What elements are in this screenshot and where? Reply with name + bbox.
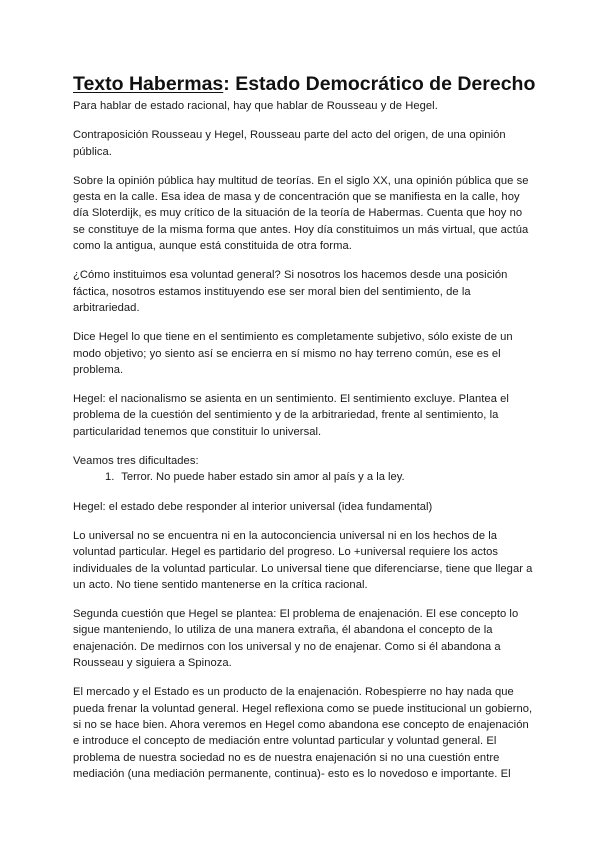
paragraph: Para hablar de estado racional, hay que hablar de Rousseau y de Hegel. xyxy=(73,100,438,112)
paragraph: Hegel: el estado debe responder al interior universal (idea fundamental) xyxy=(73,500,433,513)
title-underlined-part: Texto Habermas xyxy=(73,73,224,95)
paragraph: Contraposición Rousseau y Hegel, Rousseau parte del acto del origen, de una opinión pública. xyxy=(73,129,506,158)
list-item xyxy=(105,469,535,485)
paragraph: Segunda cuestión que Hegel se plantea: El problema de enajenación. El ese concepto lo sigue manteniendo, lo utiliza de una manera extraña, él abandona el concepto de la enajenación. De medirnos con los universal y no de enajenar. Como si él abandona a Rousseau y siguiera a Spinoza. xyxy=(73,608,519,670)
paragraph: Lo universal no se encuentra ni en la autoconciencia universal ni en los hechos de la voluntad particular. Hegel es partidario del progreso. Lo +universal requiere los actos individuales de la voluntad particular. Lo universal tiene que diferenciarse, tiene que llegar a un acto. No tiene sentido mantenerse en la crítica racional. xyxy=(73,529,533,591)
paragraph: Dice Hegel lo que tiene en el sentimiento es completamente subjetivo, sólo existe de un modo objetivo; yo siento así se encierra en sí mismo no hay terreno común, ese es el problema. xyxy=(73,331,513,376)
list-intro: Veamos tres dificultades: xyxy=(73,455,199,468)
list-item-text: Terror. No puede haber estado sin amor al país y a la ley. xyxy=(121,471,405,484)
paragraph: Sobre la opinión pública hay multitud de teorías. En el siglo XX, una opinión pública que se gesta en la calle. Esa idea de masa y de concentración que se manifiesta en la calle, hoy día Sloterdijk, es muy crítico de la situación de la teoría de Habermas. Cuenta que hoy no se constituye de la misma forma que antes. Hoy día constituimos un más virtual, que actúa como la antigua, aunque está constituida de otra forma. xyxy=(73,174,529,253)
paragraph: Hegel: el nacionalismo se asienta en un sentimiento. El sentimiento excluye. Plantea el problema de la cuestión del sentimiento y de la arbitrariedad, frente al sentimiento, la particularidad tenemos que constituir lo universal. xyxy=(73,393,509,438)
list-item-number: 1. xyxy=(105,471,115,484)
document-title xyxy=(73,72,535,96)
paragraph: El mercado y el Estado es un producto de la enajenación. Robespierre no hay nada que pueda frenar la voluntad general. Hegel reflexiona como se puede institucional un gobierno, si no se hace bien. Ahora veremos en Hegel como abandona ese concepto de enajenación e introduce el concepto de mediación entre voluntad particular y voluntad general. El problema de nuestra sociedad no es de nuestra enajenación si no una cuestión entre mediación (una mediación permanente, continua)- esto es lo novedoso e importante. El xyxy=(73,686,533,780)
paragraph: ¿Cómo instituimos esa voluntad general? Si nosotros los hacemos desde una posición fáctica, nosotros estamos instituyendo ese ser moral bien del sentimiento, de la arbitrariedad. xyxy=(73,269,508,314)
title-rest: : Estado Democrático de Derecho xyxy=(223,73,536,95)
document-page xyxy=(73,72,535,795)
